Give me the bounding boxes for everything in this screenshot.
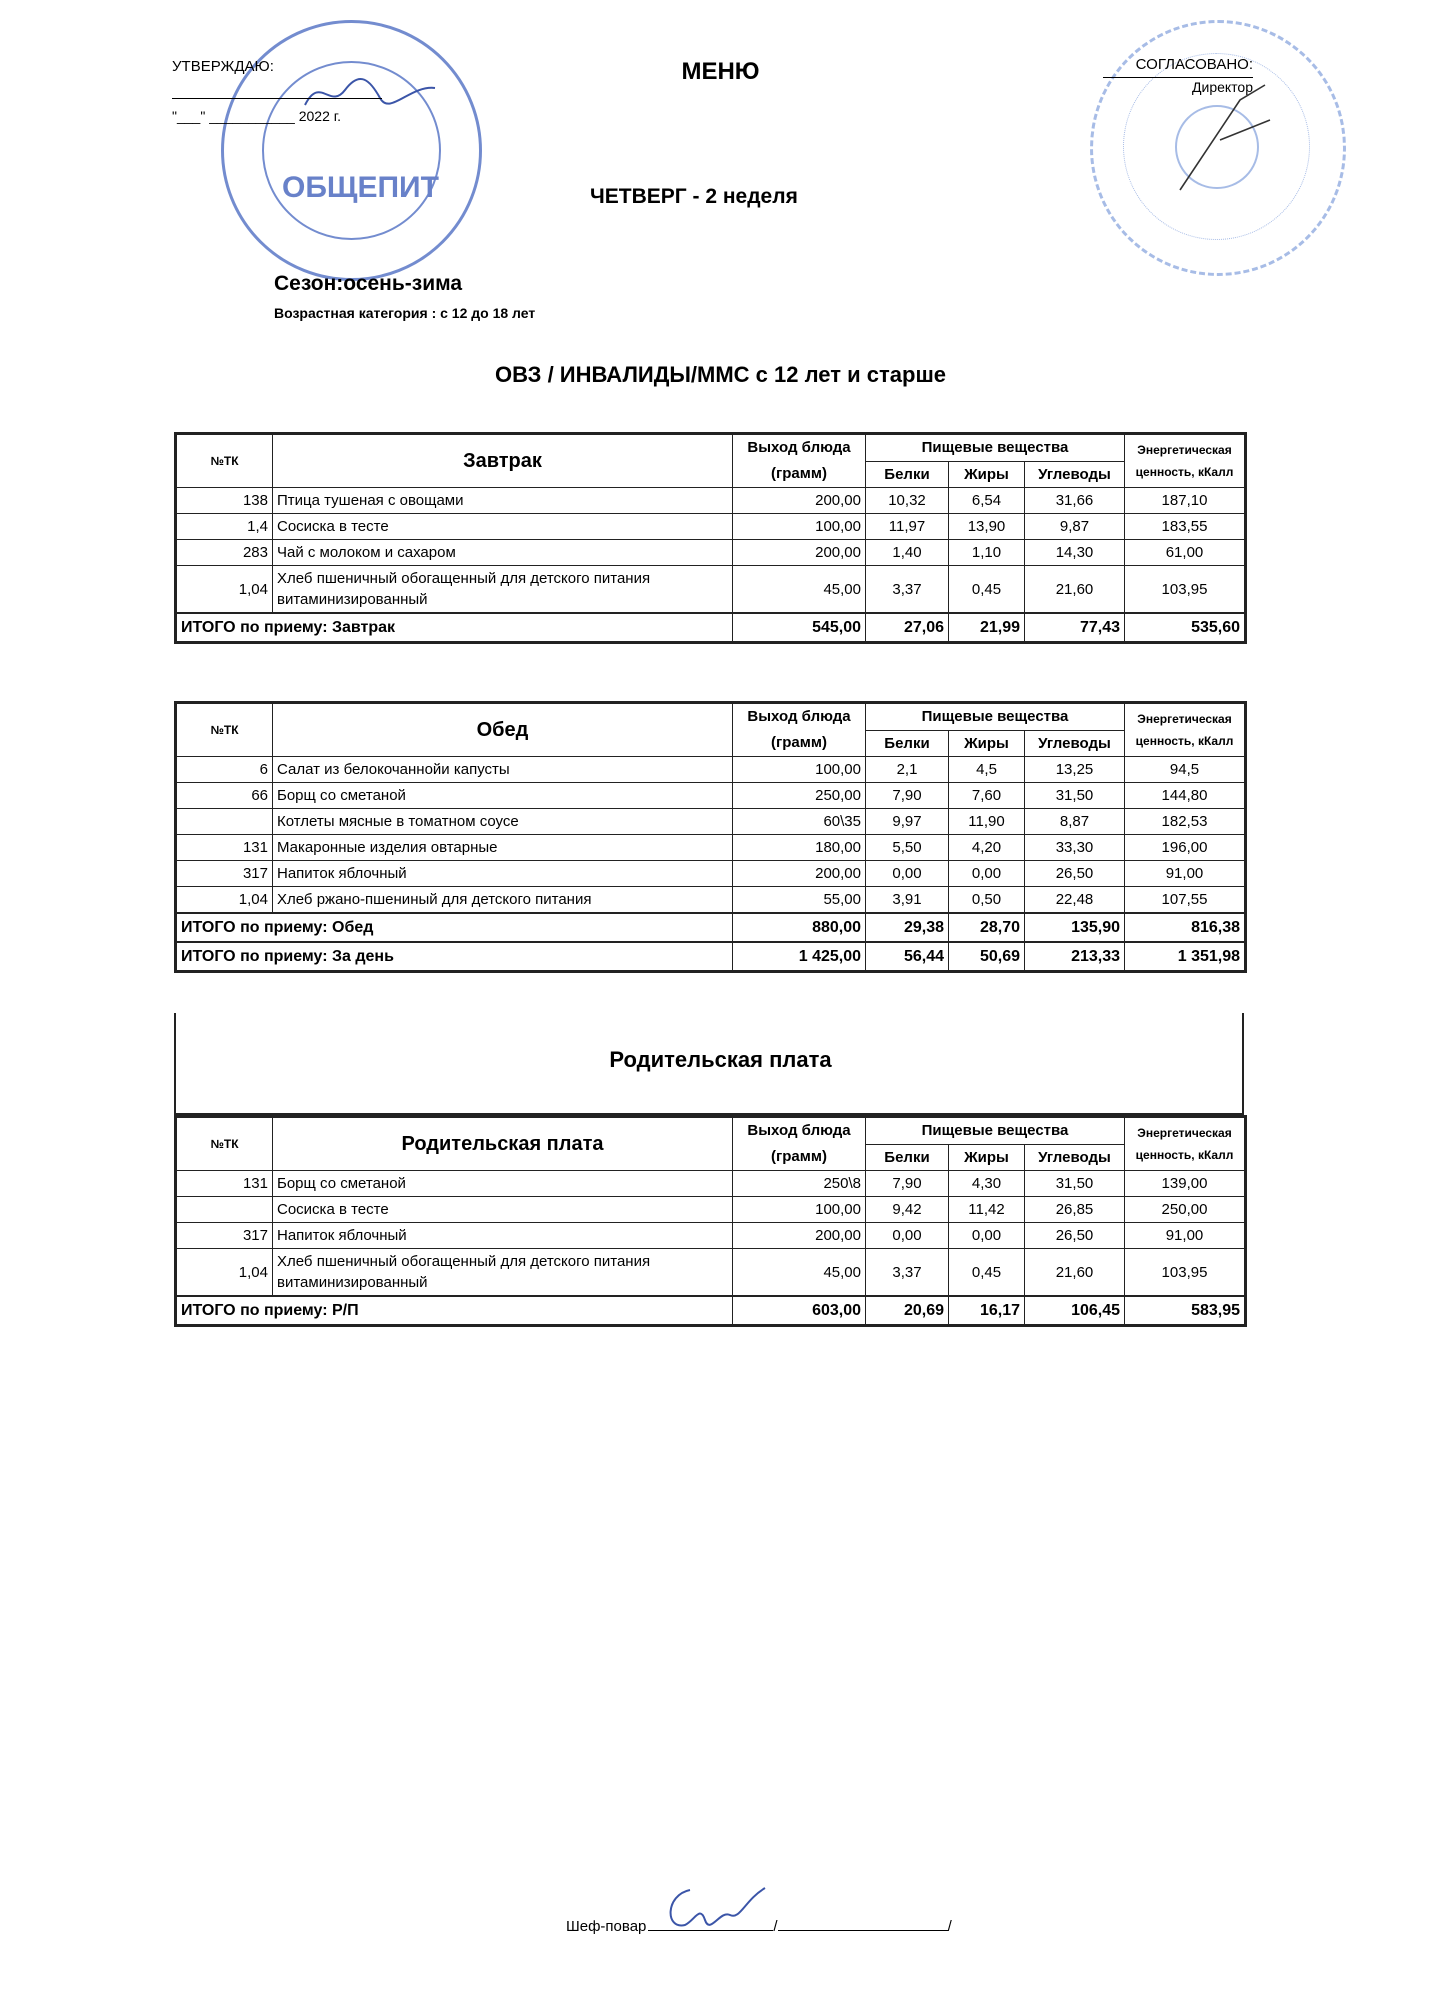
lunch-total-row: [176, 913, 1246, 942]
cell-carbs: 9,87: [1025, 514, 1125, 540]
parent-fee-rows: [176, 1171, 1246, 1297]
cell-output: 200,00: [733, 1223, 866, 1249]
cell-energy: 61,00: [1125, 540, 1246, 566]
cell-name: Чай с молоком и сахаром: [273, 540, 733, 566]
season-label: Сезон:осень-зима: [274, 272, 463, 295]
table-row: [176, 488, 1246, 514]
total-protein: 27,06: [866, 613, 949, 643]
total-protein: 29,38: [866, 913, 949, 942]
cell-energy: 144,80: [1125, 783, 1246, 809]
cell-energy: 196,00: [1125, 835, 1246, 861]
cell-name: Напиток яблочный: [273, 1223, 733, 1249]
col-nutrients: Пищевые вещества: [866, 1117, 1125, 1145]
col-protein: Белки: [866, 1144, 949, 1171]
cell-protein: 10,32: [866, 488, 949, 514]
cell-name: Хлеб пшеничный обогащенный для детского питания витаминизированный: [273, 1249, 733, 1297]
cell-name: Хлеб пшеничный обогащенный для детского питания витаминизированный: [273, 566, 733, 614]
cell-energy: 103,95: [1125, 566, 1246, 614]
meal-title: Обед: [273, 703, 733, 757]
cell-output: 100,00: [733, 757, 866, 783]
table-row: [176, 1197, 1246, 1223]
approve-date: "___" ___________ 2022 г.: [172, 108, 342, 124]
cell-no: 1,04: [176, 566, 273, 614]
cell-fat: 0,45: [949, 1249, 1025, 1297]
cell-fat: 0,00: [949, 861, 1025, 887]
cell-no: 66: [176, 783, 273, 809]
table-row: [176, 514, 1246, 540]
table-row: [176, 540, 1246, 566]
cell-name: Напиток яблочный: [273, 861, 733, 887]
cell-no: 138: [176, 488, 273, 514]
cell-carbs: 21,60: [1025, 566, 1125, 614]
cell-protein: 7,90: [866, 1171, 949, 1197]
cell-fat: 4,5: [949, 757, 1025, 783]
total-energy: 535,60: [1125, 613, 1246, 643]
cell-energy: 91,00: [1125, 861, 1246, 887]
director-signature: [1170, 80, 1280, 200]
col-protein: Белки: [866, 730, 949, 757]
col-output: Выход блюда (грамм): [733, 703, 866, 757]
cell-carbs: 21,60: [1025, 1249, 1125, 1297]
approve-line: [172, 98, 382, 99]
table-row: [176, 566, 1246, 614]
cell-fat: 0,50: [949, 887, 1025, 914]
cell-fat: 4,30: [949, 1171, 1025, 1197]
total-energy: 816,38: [1125, 913, 1246, 942]
parent-fee-table: [174, 1115, 1247, 1327]
table-row: [176, 1223, 1246, 1249]
cell-protein: 9,42: [866, 1197, 949, 1223]
cell-name: Сосиска в тесте: [273, 1197, 733, 1223]
cell-no: 317: [176, 861, 273, 887]
cell-name: Котлеты мясные в томатном соусе: [273, 809, 733, 835]
chef-end: /: [947, 1918, 952, 1935]
cell-protein: 1,40: [866, 540, 949, 566]
cell-fat: 0,00: [949, 1223, 1025, 1249]
cell-no: 131: [176, 835, 273, 861]
col-energy: Энергетическая ценность, кКалл: [1125, 703, 1246, 757]
total-label: ИТОГО по приему: Завтрак: [176, 613, 733, 643]
cell-energy: 107,55: [1125, 887, 1246, 914]
cell-output: 100,00: [733, 1197, 866, 1223]
day-total-fat: 50,69: [949, 942, 1025, 972]
col-carbs: Углеводы: [1025, 1144, 1125, 1171]
cell-no: 1,04: [176, 887, 273, 914]
meal-title: Завтрак: [273, 434, 733, 488]
total-protein: 20,69: [866, 1296, 949, 1326]
total-label: ИТОГО по приему: Обед: [176, 913, 733, 942]
cell-protein: 2,1: [866, 757, 949, 783]
cell-carbs: 22,48: [1025, 887, 1125, 914]
chef-separator: /: [773, 1918, 778, 1935]
cell-carbs: 31,50: [1025, 783, 1125, 809]
cell-no: [176, 1197, 273, 1223]
cell-no: 6: [176, 757, 273, 783]
cell-protein: 11,97: [866, 514, 949, 540]
page-subtitle: ЧЕТВЕРГ - 2 неделя: [590, 185, 798, 208]
cell-output: 200,00: [733, 861, 866, 887]
total-carbs: 106,45: [1025, 1296, 1125, 1326]
col-output: Выход блюда (грамм): [733, 1117, 866, 1171]
cell-energy: 250,00: [1125, 1197, 1246, 1223]
cell-fat: 0,45: [949, 566, 1025, 614]
col-fat: Жиры: [949, 461, 1025, 488]
cell-energy: 187,10: [1125, 488, 1246, 514]
chef-name-line: [778, 1930, 948, 1931]
total-carbs: 77,43: [1025, 613, 1125, 643]
cell-carbs: 13,25: [1025, 757, 1125, 783]
cell-output: 180,00: [733, 835, 866, 861]
cell-protein: 7,90: [866, 783, 949, 809]
total-output: 603,00: [733, 1296, 866, 1326]
cell-energy: 139,00: [1125, 1171, 1246, 1197]
cell-energy: 182,53: [1125, 809, 1246, 835]
col-nutrients: Пищевые вещества: [866, 703, 1125, 731]
cell-no: 1,04: [176, 1249, 273, 1297]
day-total-energy: 1 351,98: [1125, 942, 1246, 972]
cell-energy: 103,95: [1125, 1249, 1246, 1297]
total-fat: 21,99: [949, 613, 1025, 643]
cell-carbs: 31,50: [1025, 1171, 1125, 1197]
chef-signature-line: [648, 1930, 773, 1931]
table-row: [176, 835, 1246, 861]
breakfast-rows: [176, 488, 1246, 614]
cell-carbs: 33,30: [1025, 835, 1125, 861]
cell-protein: 3,37: [866, 566, 949, 614]
cell-name: Птица тушеная с овощами: [273, 488, 733, 514]
cell-fat: 4,20: [949, 835, 1025, 861]
cell-output: 250\8: [733, 1171, 866, 1197]
cell-output: 200,00: [733, 488, 866, 514]
cell-name: Борщ со сметаной: [273, 783, 733, 809]
meal-title: Родительская плата: [273, 1117, 733, 1171]
total-output: 545,00: [733, 613, 866, 643]
cell-energy: 94,5: [1125, 757, 1246, 783]
day-total-label: ИТОГО по приему: За день: [176, 942, 733, 972]
day-total-row: [176, 942, 1246, 972]
approve-label: УТВЕРЖДАЮ:: [172, 58, 274, 75]
cell-output: 200,00: [733, 540, 866, 566]
day-total-output: 1 425,00: [733, 942, 866, 972]
day-total-protein: 56,44: [866, 942, 949, 972]
table-row: [176, 757, 1246, 783]
col-carbs: Углеводы: [1025, 730, 1125, 757]
lunch-table: [174, 701, 1247, 973]
cell-name: Макаронные изделия овтарные: [273, 835, 733, 861]
total-label: ИТОГО по приему: Р/П: [176, 1296, 733, 1326]
table-row: [176, 783, 1246, 809]
cell-fat: 6,54: [949, 488, 1025, 514]
col-output: Выход блюда (грамм): [733, 434, 866, 488]
parent-fee-section-title: Родительская плата: [609, 1047, 832, 1072]
day-total-carbs: 213,33: [1025, 942, 1125, 972]
col-energy: Энергетическая ценность, кКалл: [1125, 434, 1246, 488]
table-row: [176, 861, 1246, 887]
category-title: ОВЗ / ИНВАЛИДЫ/ММС с 12 лет и старше: [494, 362, 947, 387]
agreed-role: Директор: [1103, 77, 1253, 95]
cell-protein: 0,00: [866, 1223, 949, 1249]
cell-carbs: 31,66: [1025, 488, 1125, 514]
total-fat: 28,70: [949, 913, 1025, 942]
cell-fat: 13,90: [949, 514, 1025, 540]
cell-carbs: 26,50: [1025, 1223, 1125, 1249]
total-fat: 16,17: [949, 1296, 1025, 1326]
table-row: [176, 809, 1246, 835]
cell-no: 131: [176, 1171, 273, 1197]
cell-output: 100,00: [733, 514, 866, 540]
col-no: №ТК: [176, 703, 273, 757]
cell-fat: 7,60: [949, 783, 1025, 809]
breakfast-total-row: [176, 613, 1246, 643]
lunch-rows: [176, 757, 1246, 914]
col-protein: Белки: [866, 461, 949, 488]
cell-output: 45,00: [733, 566, 866, 614]
cell-name: Салат из белокочаннойи капусты: [273, 757, 733, 783]
cell-carbs: 8,87: [1025, 809, 1125, 835]
cell-no: 283: [176, 540, 273, 566]
total-carbs: 135,90: [1025, 913, 1125, 942]
cell-carbs: 26,50: [1025, 861, 1125, 887]
cell-output: 55,00: [733, 887, 866, 914]
cell-protein: 5,50: [866, 835, 949, 861]
chef-line: [566, 1918, 952, 1935]
age-category: Возрастная категория : с 12 до 18 лет: [274, 305, 536, 321]
col-no: №ТК: [176, 434, 273, 488]
chef-label: Шеф-повар: [566, 1918, 647, 1935]
cell-name: Сосиска в тесте: [273, 514, 733, 540]
table-row: [176, 1249, 1246, 1297]
cell-energy: 183,55: [1125, 514, 1246, 540]
cell-no: 317: [176, 1223, 273, 1249]
col-carbs: Углеводы: [1025, 461, 1125, 488]
col-fat: Жиры: [949, 1144, 1025, 1171]
stamp-label: ОБЩЕПИТ: [282, 171, 439, 204]
page-title: МЕНЮ: [681, 58, 760, 85]
cell-carbs: 14,30: [1025, 540, 1125, 566]
cell-protein: 3,37: [866, 1249, 949, 1297]
cell-protein: 3,91: [866, 887, 949, 914]
cell-fat: 11,90: [949, 809, 1025, 835]
cell-protein: 0,00: [866, 861, 949, 887]
cell-name: Борщ со сметаной: [273, 1171, 733, 1197]
cell-carbs: 26,85: [1025, 1197, 1125, 1223]
cell-output: 45,00: [733, 1249, 866, 1297]
cell-no: [176, 809, 273, 835]
cell-energy: 91,00: [1125, 1223, 1246, 1249]
total-energy: 583,95: [1125, 1296, 1246, 1326]
col-nutrients: Пищевые вещества: [866, 434, 1125, 462]
cell-output: 60\35: [733, 809, 866, 835]
cell-protein: 9,97: [866, 809, 949, 835]
cell-output: 250,00: [733, 783, 866, 809]
cell-fat: 1,10: [949, 540, 1025, 566]
breakfast-table: [174, 432, 1247, 644]
cell-fat: 11,42: [949, 1197, 1025, 1223]
table-row: [176, 1171, 1246, 1197]
col-energy: Энергетическая ценность, кКалл: [1125, 1117, 1246, 1171]
total-output: 880,00: [733, 913, 866, 942]
col-no: №ТК: [176, 1117, 273, 1171]
agreed-label: СОГЛАСОВАНО:: [1135, 56, 1253, 73]
parent-fee-total-row: [176, 1296, 1246, 1326]
col-fat: Жиры: [949, 730, 1025, 757]
table-row: [176, 887, 1246, 914]
cell-name: Хлеб ржано-пшениный для детского питания: [273, 887, 733, 914]
cell-no: 1,4: [176, 514, 273, 540]
